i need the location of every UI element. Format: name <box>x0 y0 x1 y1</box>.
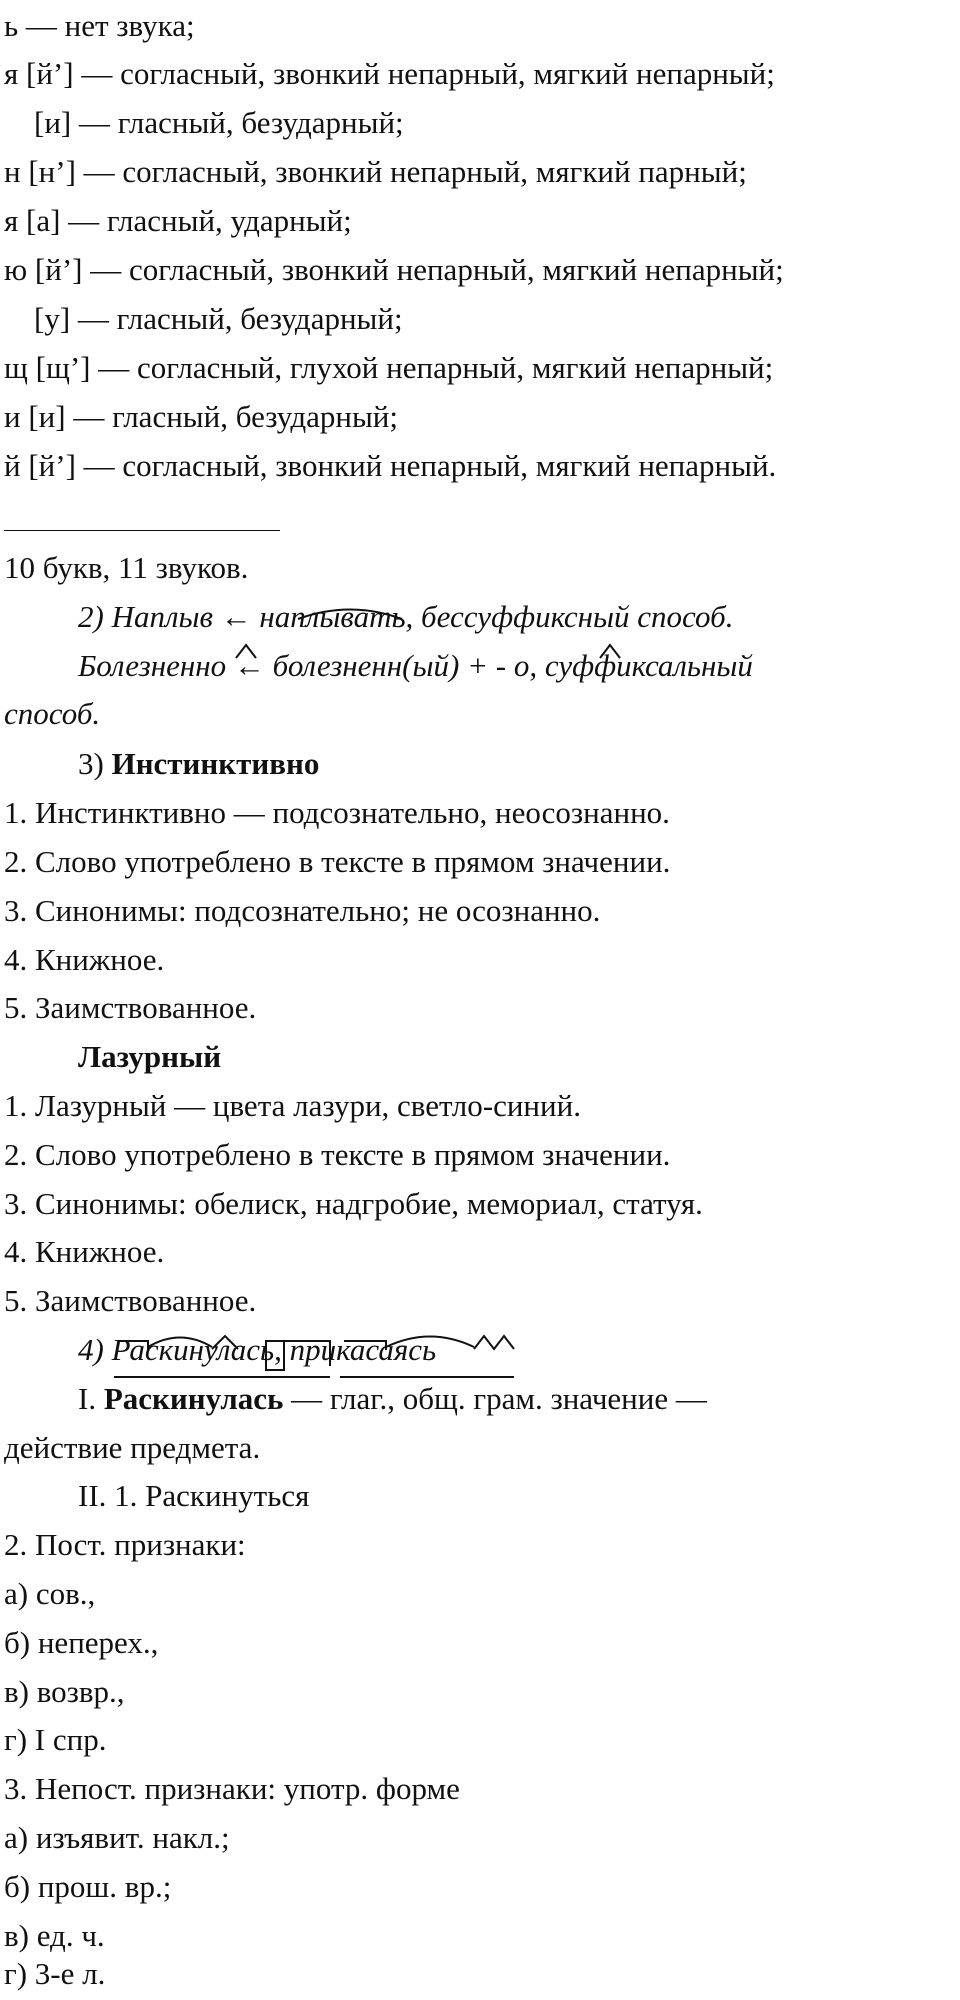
list-item: 1. Лазурный — цвета лазури, светло-синий. <box>4 1088 581 1123</box>
list-item: в) ед. ч. <box>4 1918 105 1953</box>
morphology-line: II. 1. Раскинуться <box>78 1478 310 1513</box>
phonetic-line: ь — нет звука; <box>4 8 195 43</box>
part-text: — глаг., общ. грам. значение — <box>283 1381 707 1416</box>
analyzed-word: Раскинулась <box>103 1381 284 1416</box>
list-item: 4. Книжное. <box>4 942 165 977</box>
list-item: 3. Синонимы: обелиск, надгробие, мемориал, статуя. <box>4 1186 703 1221</box>
list-item: в) возвр., <box>4 1674 125 1709</box>
morphology-line: действие предмета. <box>4 1430 261 1465</box>
word-formation-line: способ. <box>4 696 101 731</box>
morphology-line <box>78 1375 707 1423</box>
phonetic-line: [и] — гласный, безударный; <box>34 105 404 140</box>
list-item: 5. Заимствованное. <box>4 1283 257 1318</box>
suffix-caret-mark <box>474 1336 514 1349</box>
letters-sounds-count: 10 букв, 11 звуков. <box>4 550 249 585</box>
list-item: 3. Синонимы: подсознательно; не осознанно. <box>4 893 601 928</box>
list-item: 5. Заимствованное. <box>4 990 257 1025</box>
word-formation-line: 2) Наплыв ← наплывать, бессуффиксный способ. <box>78 599 734 634</box>
morpheme-heading: 4) Раскинулась, прикасаясь <box>78 1332 437 1367</box>
phonetic-line: щ [щ’] — согласный, глухой непарный, мягкий непарный; <box>4 350 774 385</box>
phonetic-line: ю [й’] — согласный, звонкий непарный, мягкий непарный; <box>4 252 784 287</box>
list-item: 2. Слово употреблено в тексте в прямом значении. <box>4 1137 671 1172</box>
word-formation-line: Болезненно ← болезненн(ый) + - о, суффиксальный <box>78 648 753 683</box>
list-item: 1. Инстинктивно — подсознательно, неосознанно. <box>4 795 670 830</box>
phonetic-line: н [н’] — согласный, звонкий непарный, мягкий парный; <box>4 154 747 189</box>
lexical-heading <box>78 740 319 788</box>
list-item: 2. Слово употреблено в тексте в прямом значении. <box>4 844 671 879</box>
separator-rule <box>4 530 280 531</box>
list-item: а) изъявит. накл.; <box>4 1820 230 1855</box>
list-item: 2. Пост. признаки: <box>4 1527 246 1562</box>
list-item: б) неперех., <box>4 1625 159 1660</box>
list-item: г) I спр. <box>4 1722 107 1757</box>
list-item: 3. Непост. признаки: употр. форме <box>4 1771 460 1806</box>
phonetic-line: я [й’] — согласный, звонкий непарный, мягкий непарный; <box>4 56 775 91</box>
task-number: 3) <box>78 746 112 781</box>
phonetic-line: и [и] — гласный, безударный; <box>4 399 399 434</box>
list-item: а) сов., <box>4 1576 96 1611</box>
part-number: I. <box>78 1381 104 1416</box>
list-item: 4. Книжное. <box>4 1234 165 1269</box>
list-item: г) 3-е л. <box>4 1956 106 1991</box>
phonetic-line: я [а] — гласный, ударный; <box>4 203 352 238</box>
analyzed-word: Лазурный <box>78 1039 222 1074</box>
analyzed-word: Инстинктивно <box>111 746 320 781</box>
list-item: б) прош. вр.; <box>4 1869 172 1904</box>
phonetic-line: [у] — гласный, безударный; <box>34 301 403 336</box>
phonetic-line: й [й’] — согласный, звонкий непарный, мягкий непарный. <box>4 448 777 483</box>
